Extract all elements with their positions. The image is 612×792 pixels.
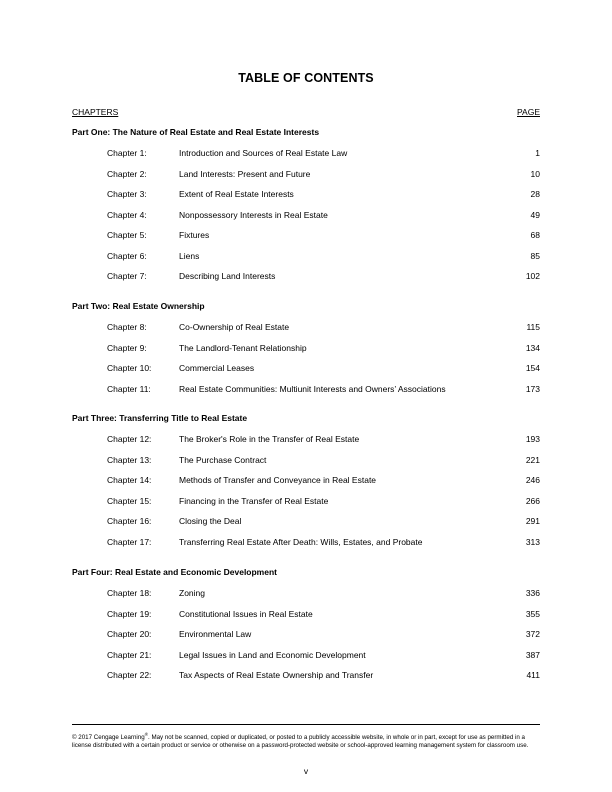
chapter-title: Financing in the Transfer of Real Estate	[179, 495, 329, 506]
chapter-title: Transferring Real Estate After Death: Wills, Estates, and Probate	[179, 536, 423, 547]
page-number: v	[303, 766, 309, 776]
chapter-title: Introduction and Sources of Real Estate Law	[179, 148, 348, 158]
chapter-row	[107, 537, 540, 549]
chapter-title: Extent of Real Estate Interests	[179, 189, 294, 199]
chapter-title: Closing the Deal	[179, 516, 242, 526]
chapter-number: Chapter 7:	[107, 271, 147, 281]
chapter-row	[107, 189, 540, 201]
chapter-page: 85	[530, 250, 540, 261]
chapter-title: Land Interests: Present and Future	[179, 168, 311, 179]
chapter-row	[107, 230, 540, 242]
chapter-number: Chapter 22:	[107, 670, 152, 680]
chapter-page: 68	[530, 230, 540, 240]
chapter-page: 10	[530, 168, 540, 179]
chapter-number: Chapter 14:	[107, 475, 152, 485]
registered-mark: ®	[144, 732, 149, 737]
chapter-title: The Purchase Contract	[179, 454, 267, 465]
chapter-title: Real Estate Communities: Multiunit Interests and Owners’ Associations	[179, 383, 446, 394]
chapter-number: Chapter 4:	[107, 209, 147, 220]
chapter-title: The Broker's Role in the Transfer of Real Estate	[179, 434, 360, 444]
chapter-page: 154	[525, 363, 540, 373]
chapter-number: Chapter 2:	[107, 168, 147, 179]
chapter-number: Chapter 6:	[107, 250, 147, 261]
chapter-page: 193	[525, 434, 540, 444]
chapter-row	[107, 210, 540, 222]
chapter-page: 28	[530, 189, 540, 199]
chapter-title: Methods of Transfer and Conveyance in Real Estate	[179, 475, 377, 485]
copyright-notice	[72, 731, 544, 749]
chapter-row	[107, 475, 540, 487]
copyright-text: . May not be scanned, copied or duplicated, or posted to a publicly accessible website, in whole or in part, except for use as permitted in a license distributed with a certain product or service or otherwise on a password-protected website or school-approved learning management system for classroom use.	[72, 734, 529, 749]
page-column-header: PAGE	[517, 107, 540, 117]
chapter-page: 291	[525, 516, 540, 526]
chapter-row	[107, 629, 540, 641]
chapter-page: 134	[525, 342, 540, 353]
chapter-number: Chapter 20:	[107, 629, 152, 639]
chapter-number: Chapter 8:	[107, 322, 147, 332]
chapter-title: Nonpossessory Interests in Real Estate	[179, 209, 328, 220]
chapter-number: Chapter 17:	[107, 536, 152, 547]
chapter-number: Chapter 18:	[107, 588, 152, 598]
chapter-title: Constitutional Issues in Real Estate	[179, 608, 313, 619]
chapter-number: Chapter 3:	[107, 189, 147, 199]
part-heading: Part One: The Nature of Real Estate and Real Estate Interests	[72, 127, 320, 137]
chapter-row	[107, 384, 540, 396]
chapter-row	[107, 650, 540, 662]
chapter-row	[107, 271, 540, 283]
chapter-row	[107, 363, 540, 375]
page-title: TABLE OF CONTENTS	[238, 71, 374, 85]
chapter-page: 336	[525, 588, 540, 598]
chapter-row	[107, 588, 540, 600]
part-heading: Part Two: Real Estate Ownership	[72, 301, 205, 311]
chapter-title: Co-Ownership of Real Estate	[179, 322, 290, 332]
chapter-number: Chapter 15:	[107, 495, 152, 506]
chapter-title: Liens	[179, 250, 200, 261]
chapter-page: 387	[525, 649, 540, 660]
chapter-title: Describing Land Interests	[179, 271, 276, 281]
chapter-row	[107, 670, 540, 682]
chapter-number: Chapter 9:	[107, 342, 147, 353]
chapter-number: Chapter 11:	[107, 383, 151, 394]
chapter-row	[107, 609, 540, 621]
chapter-page: 49	[530, 209, 540, 220]
chapter-title: Fixtures	[179, 230, 210, 240]
chapter-row	[107, 516, 540, 528]
chapter-page: 313	[525, 536, 540, 547]
chapter-title: The Landlord-Tenant Relationship	[179, 342, 307, 353]
chapter-page: 266	[525, 495, 540, 506]
chapter-title: Commercial Leases	[179, 363, 255, 373]
chapter-title: Legal Issues in Land and Economic Development	[179, 649, 366, 660]
chapter-page: 355	[525, 608, 540, 619]
chapter-page: 102	[525, 271, 540, 281]
chapter-title: Tax Aspects of Real Estate Ownership and Transfer	[179, 670, 374, 680]
chapter-title: Environmental Law	[179, 629, 252, 639]
chapter-number: Chapter 10:	[107, 363, 152, 373]
chapter-number: Chapter 16:	[107, 516, 152, 526]
chapter-row	[107, 496, 540, 508]
part-heading: Part Four: Real Estate and Economic Development	[72, 567, 277, 577]
chapter-number: Chapter 21:	[107, 649, 152, 660]
chapter-page: 115	[526, 322, 540, 332]
chapter-page: 372	[525, 629, 540, 639]
chapter-row	[107, 434, 540, 446]
chapter-page: 173	[525, 383, 540, 394]
chapter-page: 411	[526, 670, 540, 680]
chapter-number: Chapter 12:	[107, 434, 152, 444]
chapter-page: 1	[535, 148, 540, 158]
chapter-row	[107, 455, 540, 467]
chapter-row	[107, 251, 540, 263]
chapter-page: 221	[525, 454, 540, 465]
copyright-prefix: © 2017 Cengage Learning	[72, 734, 145, 742]
chapter-number: Chapter 5:	[107, 230, 147, 240]
chapter-number: Chapter 1:	[107, 148, 147, 158]
footer-divider	[72, 724, 540, 725]
chapter-row	[107, 169, 540, 181]
chapter-title: Zoning	[179, 588, 205, 598]
chapter-row	[107, 322, 540, 334]
chapter-row	[107, 343, 540, 355]
chapters-column-header: CHAPTERS	[72, 107, 119, 117]
chapter-row	[107, 148, 540, 160]
part-heading: Part Three: Transferring Title to Real Estate	[72, 413, 248, 423]
chapter-number: Chapter 13:	[107, 454, 152, 465]
chapter-page: 246	[525, 475, 540, 485]
chapter-number: Chapter 19:	[107, 608, 152, 619]
